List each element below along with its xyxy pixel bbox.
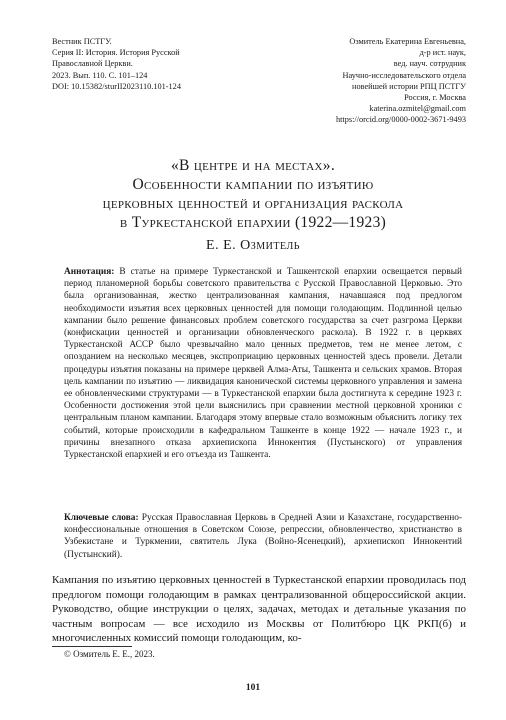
abstract-label: Аннотация:: [64, 267, 115, 277]
journal-info-line: Вестник ПСТГУ.: [52, 37, 112, 46]
journal-info-line: Серия II: История. История Русской: [52, 48, 180, 58]
abstract-text: В статье на примере Туркестанской и Ташкентской епархии освещается первый период планомерной борьбы советского правительства с Русской Православной Церковью. Это была организованная, жестко централизованная кампания, начавшаяся под предлогом необходимости изъятия всех церковных ценностей для помощи голодающим. Подлинной целью кампании было решение финансовых проблем советского государства за счет разгрома Церкви (конфискации ценностей и организации обновленческого раскола). В 1922 г. в церквях Туркестанской АССР было чрезвычайно мало ценных предметов, тем не менее летом, с опозданием на несколько месяцев, экспроприацию церковных ценностей здесь провели. Детали процедуры изъятия показаны на примере церквей Алма-Аты, Ташкента и сельских храмов. Вторая цель кампании по изъятию — ликвидация канонической системы церковного управления и замена ее обновленческими структурами — в Туркестанской епархии была достигнута к середине 1923 г. Особенности достижения этой цели выяснились при сравнении местной церковной хроники с центральным планом кампании. Благодаря этому впервые стало возможным объяснить логику тех событий, которые происходили в кафедральном Ташкенте в конце 1922 — начале 1923 г., и причины внезапного отказа архиепископа Иннокентия (Пустынского) от управления Туркестанской епархией и его отъезда из Ташкента.: [64, 267, 462, 461]
author-info: [226, 36, 466, 126]
author-info-line: новейшей истории РПЦ ПСТГУ: [352, 81, 466, 91]
article-author: Е. Е. Озмитель: [206, 238, 300, 253]
author-info-line: Россия, г. Москва: [404, 93, 466, 103]
author-info-line: Озмитель Екатерина Евгеньевна,: [349, 37, 466, 46]
author-info-line: вед. науч. сотрудник: [393, 59, 466, 69]
doi-line: DOI: 10.15382/sturII2023110.101-124: [52, 81, 181, 91]
title-line: церковных ценностей и организация раскола: [102, 195, 404, 212]
copyright-footnote: © Озмитель Е. Е., 2023.: [64, 649, 155, 659]
abstract: [64, 266, 462, 461]
journal-info-line: Православной Церкви.: [52, 59, 133, 69]
journal-info: [52, 36, 252, 92]
author-orcid[interactable]: https://orcid.org/0000-0002-3671-9493: [335, 115, 466, 125]
body-paragraph: Кампания по изъятию церковных ценностей в Туркестанской епархии проводилась под предлогом помощи голодающим в рамках централизованной общероссийской акции. Руководство, общие инструкции о целях, задачах, методах и детальные указания по частным вопросам — все исходило из Москвы от Политбюро ЦК РКП(б) и многочисленных комиссий помощи голодающим, ко-: [52, 574, 466, 645]
title-line: Особенности кампании по изъятию: [132, 176, 374, 193]
page-number: 101: [245, 683, 261, 693]
author-info-line: д-р ист. наук,: [419, 48, 466, 58]
article-title: [40, 156, 466, 232]
footnote-divider: [52, 646, 132, 647]
journal-info-line: 2023. Вып. 110. С. 101–124: [52, 70, 148, 80]
keywords: [64, 512, 462, 561]
keywords-text: Русская Православная Церковь в Средней Азии и Казахстане, государственно-конфессиональные отношения в Советском Союзе, репрессии, обновленчество, христианство в Узбекистане и Туркмении, святитель Лука (Войно-Ясенецкий), архиепископ Иннокентий (Пустынский).: [64, 513, 463, 560]
author-info-line: Научно-исследовательского отдела: [342, 70, 466, 80]
title-line: в Туркестанской епархии (1922—1923): [119, 214, 387, 231]
keywords-label: Ключевые слова:: [64, 513, 139, 523]
title-line: «В центре и на местах».: [170, 157, 335, 174]
author-email[interactable]: katerina.ozmitel@gmail.com: [369, 104, 466, 114]
